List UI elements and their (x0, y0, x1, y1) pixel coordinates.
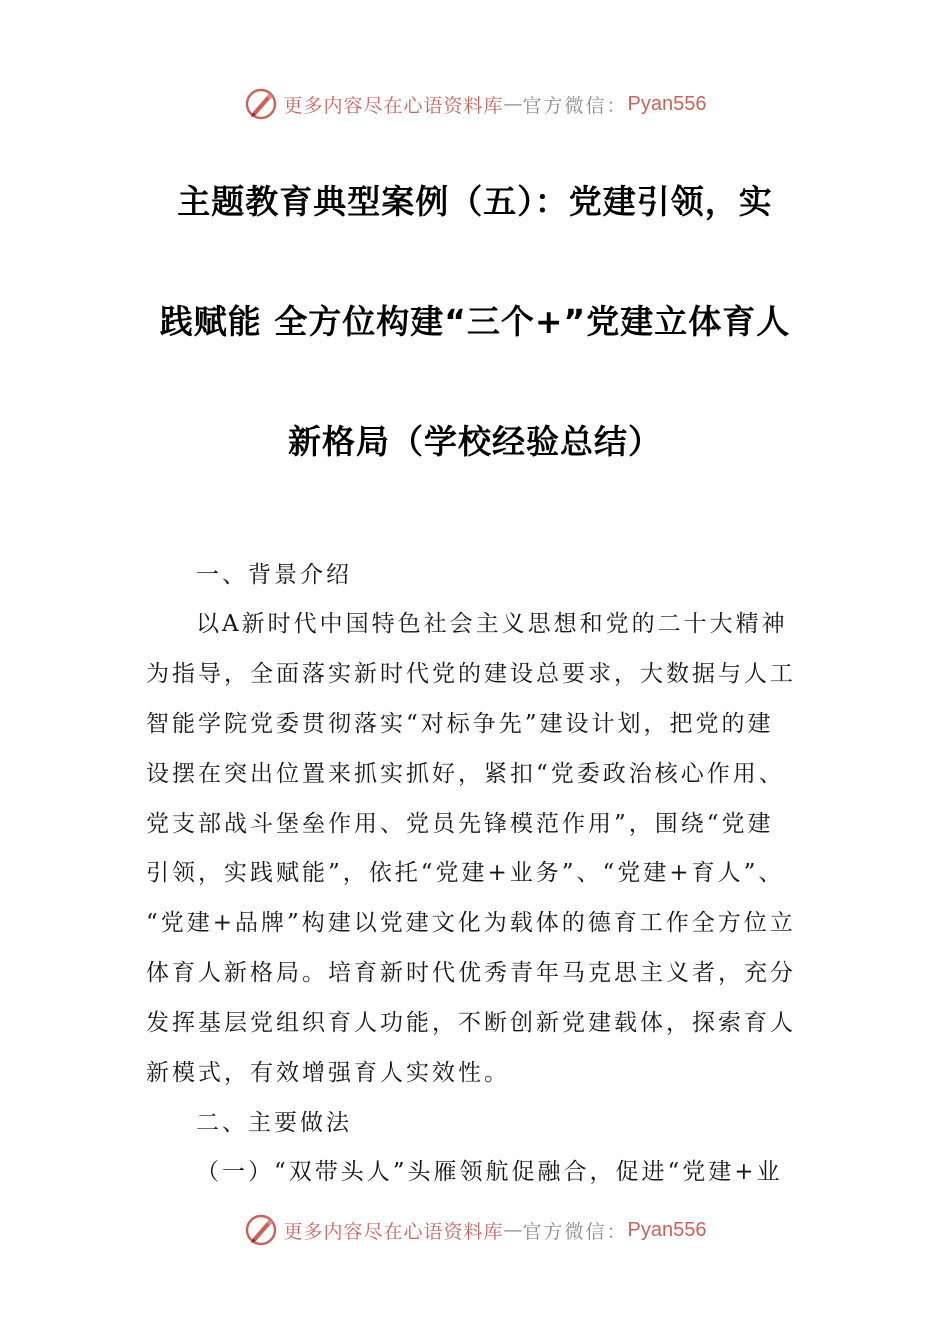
watermark-site-text: 更多内容尽在心语资料库 (283, 1220, 504, 1243)
watermark-dash: — (503, 93, 523, 115)
paragraph-line: 体育人新格局。培育新时代优秀青年马克思主义者，充分 (146, 960, 796, 986)
watermark-site-text: 更多内容尽在心语资料库 (283, 94, 504, 117)
watermark-header (0, 82, 950, 126)
watermark-wechat-id: Pyan556 (627, 1218, 707, 1241)
document-title-line-2: 践赋能 全方位构建“三个+”党建立体育人 (159, 302, 791, 341)
pen-logo-icon (244, 1213, 278, 1247)
watermark-dash: — (503, 1219, 523, 1241)
watermark-footer (0, 1208, 950, 1252)
paragraph-line: 设摆在突出位置来抓实抓好，紧扣“党委政治核心作用、 (146, 761, 785, 787)
watermark-wechat-id: Pyan556 (627, 92, 707, 115)
paragraph-line: 新模式，有效增强育人实效性。 (146, 1060, 510, 1086)
paragraph-line: 发挥基层党组织育人功能，不断创新党建载体，探索育人 (146, 1010, 796, 1036)
watermark-wechat-label: 官方微信： (522, 1220, 628, 1243)
document-title-line-3: 新格局（学校经验总结） (288, 422, 662, 461)
section-heading-background: 一、背景介绍 (196, 562, 352, 588)
paragraph-line: 智能学院党委贯彻落实“对标争先”建设计划，把党的建 (146, 711, 774, 737)
paragraph-line: 为指导，全面落实新时代党的建设总要求，大数据与人工 (146, 661, 796, 687)
paragraph-line: 引领，实践赋能”，依托“党建+业务”、“党建+育人”、 (146, 860, 785, 886)
document-title-line-1: 主题教育典型案例（五）：党建引领，实 (177, 182, 773, 221)
section-heading-main-practices: 二、主要做法 (196, 1110, 352, 1136)
paragraph-line: “党建+品牌”构建以党建文化为载体的德育工作全方位立 (146, 910, 796, 936)
paragraph-line: 党支部战斗堡垒作用、党员先锋模范作用”，围绕“党建 (146, 811, 774, 837)
pen-logo-icon (244, 87, 278, 121)
watermark-wechat-label: 官方微信： (522, 94, 628, 117)
subsection-heading-line: （一）“双带头人”头雁领航促融合，促进“党建+业 (196, 1159, 783, 1185)
paragraph-line: 以A新时代中国特色社会主义思想和党的二十大精神 (196, 611, 788, 637)
